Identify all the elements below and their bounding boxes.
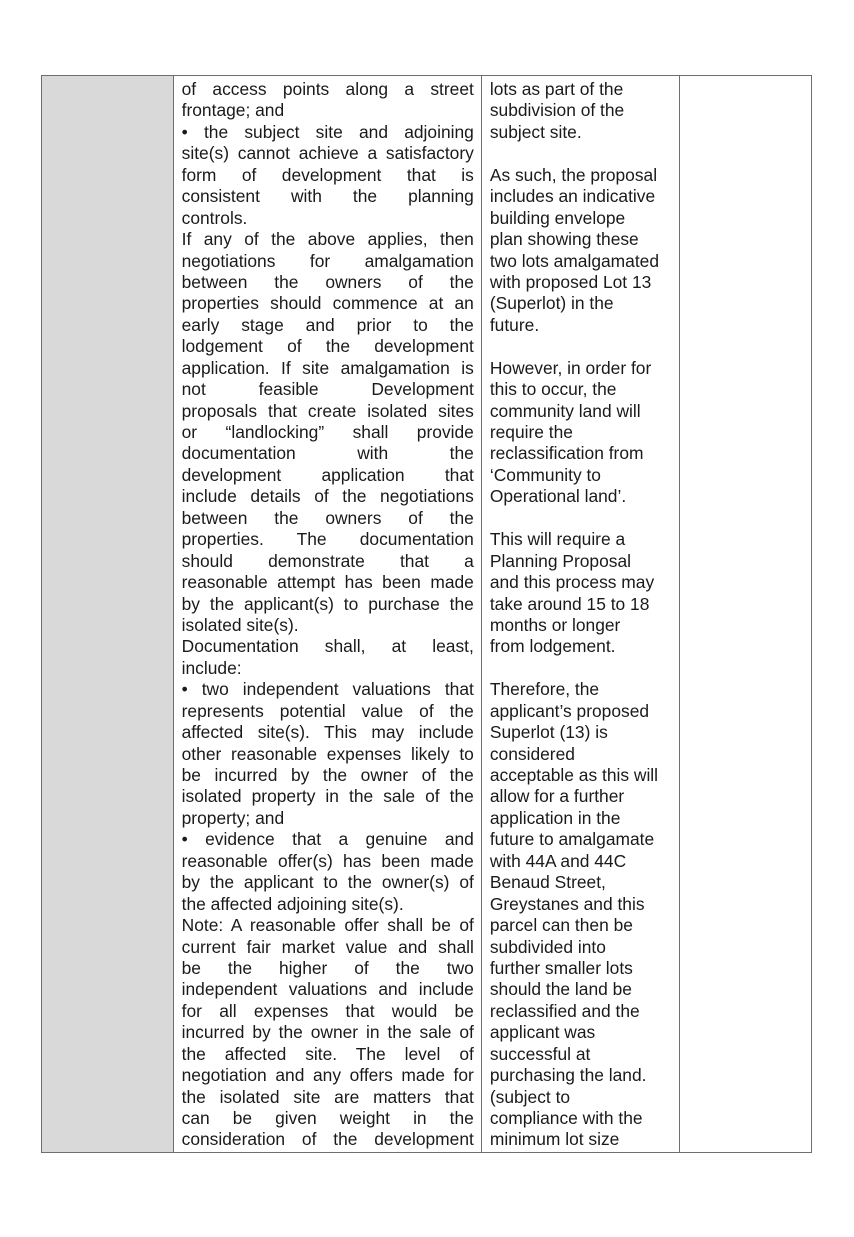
control-text-line: include details of the negotiations xyxy=(181,486,474,507)
control-text-line: affected site(s). This may include xyxy=(181,722,474,743)
control-text-line: of access points along a street xyxy=(181,79,474,99)
comment-text-line: However, in order for xyxy=(489,357,652,378)
comment-text-line: parcel can then be xyxy=(489,915,633,936)
control-text-line: Note: A reasonable offer shall be of xyxy=(181,915,474,936)
comment-text-line: Operational land’. xyxy=(489,486,627,507)
comment-text-line: minimum lot size xyxy=(489,1129,620,1150)
comment-text-line: compliance with the xyxy=(489,1108,643,1128)
comment-text-line: require the xyxy=(489,422,573,442)
control-text-line: or “landlocking” shall provide xyxy=(181,422,474,442)
comment-text-line: ‘Community to xyxy=(489,464,601,485)
control-text-line: consideration of the development xyxy=(181,1129,474,1150)
comment-text-line: Greystanes and this xyxy=(489,893,645,914)
comment-text-line: future to amalgamate xyxy=(489,829,655,850)
control-text-line: If any of the above applies, then xyxy=(181,229,474,250)
control-text-line: between the owners of the xyxy=(181,271,474,292)
comment-text-line: purchasing the land. xyxy=(489,1065,647,1086)
comment-text-line: months or longer xyxy=(489,614,621,635)
control-text-line: controls. xyxy=(181,207,248,228)
comment-text-line: Superlot (13) is xyxy=(489,722,608,743)
control-text-line: documentation with the xyxy=(181,443,474,464)
comment-text-line: reclassified and the xyxy=(489,1000,640,1021)
document-table xyxy=(41,75,812,1153)
comment-text-line: Therefore, the xyxy=(489,679,600,700)
comment-text-line: community land will xyxy=(489,400,641,421)
control-text-line: lodgement of the development xyxy=(181,336,474,357)
comment-text-line: and this process may xyxy=(489,572,655,593)
control-text-line: reasonable attempt has been made xyxy=(181,572,474,593)
control-text-line: other reasonable expenses likely to xyxy=(181,743,474,764)
comment-text-line: subdivided into xyxy=(489,936,606,957)
comment-text-line: with proposed Lot 13 xyxy=(489,271,652,292)
control-text-line: independent valuations and include xyxy=(181,979,474,1000)
control-text-line: isolated site(s). xyxy=(181,614,299,635)
control-text-line: negotiation and any offers made for xyxy=(181,1065,474,1086)
control-text-line: development application that xyxy=(181,464,474,485)
comment-text-line: should the land be xyxy=(489,979,632,1000)
control-text-line: for all expenses that would be xyxy=(181,1000,474,1021)
control-text-line: current fair market value and shall xyxy=(181,936,474,957)
control-text-line: form of development that is xyxy=(181,164,474,185)
comment-text-line: lots as part of the xyxy=(489,79,624,99)
comment-text-line: includes an indicative xyxy=(489,186,656,207)
comment-text-line: further smaller lots xyxy=(489,957,633,978)
control-text-line: incurred by the owner in the sale of xyxy=(181,1022,474,1043)
row-label-cell xyxy=(42,76,174,1152)
control-text-line: can be given weight in the xyxy=(181,1108,474,1128)
comment-text-line: application in the xyxy=(489,807,621,828)
comment-text-line: allow for a further xyxy=(489,786,625,807)
control-text-line: represents potential value of the xyxy=(181,700,474,721)
control-text-line: reasonable offer(s) has been made xyxy=(181,850,474,871)
comment-text-line: considered xyxy=(489,743,575,764)
comment-text-line: This will require a xyxy=(489,529,626,550)
comment-text-line: As such, the proposal xyxy=(489,164,658,185)
comment-text-line: from lodgement. xyxy=(489,636,616,657)
paragraph-gap xyxy=(490,336,674,357)
control-text-line: property; and xyxy=(181,807,285,828)
control-text-line: be incurred by the owner of the xyxy=(181,765,474,785)
comment-text-line: reclassification from xyxy=(489,443,644,464)
control-text-line: the isolated site are matters that xyxy=(181,1086,474,1107)
comment-text-line: subdivision of the xyxy=(489,100,625,121)
comment-text-line: (Superlot) in the xyxy=(489,293,614,314)
paragraph-gap xyxy=(490,143,674,164)
comment-text-line: successful at xyxy=(489,1043,591,1064)
control-text-line: include: xyxy=(181,657,242,678)
comment-text-line: Benaud Street, xyxy=(489,872,606,893)
comment-text-line: two lots amalgamated xyxy=(489,250,660,271)
control-text-line: not feasible Development xyxy=(181,379,474,400)
control-text-line: frontage; and xyxy=(181,100,285,121)
control-text-line: properties should commence at an xyxy=(181,293,474,314)
comment-text-line: applicant’s proposed xyxy=(489,700,650,721)
control-text-line: proposals that create isolated sites xyxy=(181,400,474,421)
comment-text-line: plan showing these xyxy=(489,229,639,250)
comment-text-line: building envelope xyxy=(489,207,626,228)
control-text-line: by the applicant(s) to purchase the xyxy=(181,593,474,614)
control-text-cell xyxy=(174,76,482,1152)
control-text-line: • the subject site and adjoining xyxy=(181,121,474,142)
control-text-line: the affected adjoining site(s). xyxy=(181,893,404,914)
paragraph-gap xyxy=(490,508,674,529)
control-text-line: be the higher of the two xyxy=(181,957,474,978)
control-text-line: application. If site amalgamation is xyxy=(181,357,474,378)
control-text-line: Documentation shall, at least, xyxy=(181,636,474,657)
comment-text-line: applicant was xyxy=(489,1022,596,1043)
control-text-line: by the applicant to the owner(s) of xyxy=(181,872,474,893)
comment-text-line: with 44A and 44C xyxy=(489,850,627,871)
control-text-line: • two independent valuations that xyxy=(181,679,474,700)
control-text-line: should demonstrate that a xyxy=(181,550,474,571)
control-text-line: properties. The documentation xyxy=(181,529,474,550)
comment-text-cell xyxy=(482,76,681,1152)
comment-text-line: (subject to xyxy=(489,1086,571,1107)
control-text-line: consistent with the planning xyxy=(181,186,474,207)
paragraph-gap xyxy=(490,658,674,679)
control-text-line: site(s) cannot achieve a satisfactory xyxy=(181,143,474,164)
control-text-line: between the owners of the xyxy=(181,507,474,528)
comment-text-line: this to occur, the xyxy=(489,379,617,400)
control-text-line: early stage and prior to the xyxy=(181,314,474,335)
comment-text-line: Planning Proposal xyxy=(489,550,631,571)
comment-text-line: subject site. xyxy=(489,121,582,142)
control-text-line: • evidence that a genuine and xyxy=(181,829,474,850)
control-text-line: negotiations for amalgamation xyxy=(181,250,474,271)
comment-text-line: future. xyxy=(489,314,540,335)
comment-text-line: acceptable as this will xyxy=(489,765,659,785)
compliance-cell xyxy=(680,76,811,1152)
comment-text-line: take around 15 to 18 xyxy=(489,593,650,614)
control-text-line: isolated property in the sale of the xyxy=(181,786,474,807)
control-text-line: the affected site. The level of xyxy=(181,1043,474,1064)
